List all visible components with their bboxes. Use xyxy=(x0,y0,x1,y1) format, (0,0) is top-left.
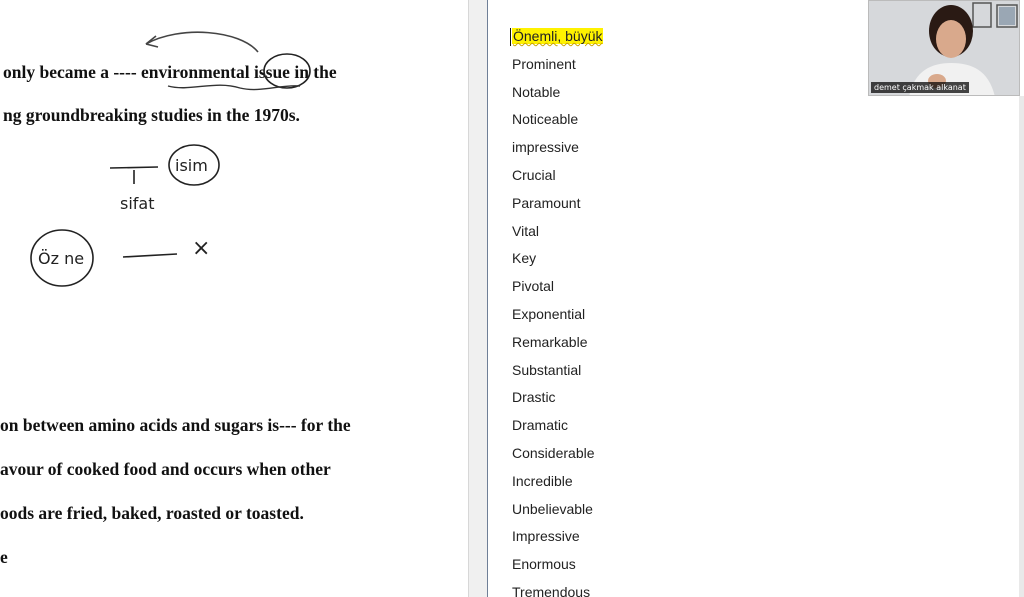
arrowhead-icon xyxy=(146,36,158,47)
doc-line-4: avour of cooked food and occurs when other xyxy=(0,459,331,479)
oz-ne-annotation: Öz ne xyxy=(38,249,85,268)
word-list-item[interactable]: Incredible xyxy=(512,472,573,489)
word-list-item[interactable]: Unbelievable xyxy=(512,500,593,517)
word-list-item[interactable]: Noticeable xyxy=(512,111,579,128)
word-list-item[interactable]: Considerable xyxy=(512,444,595,461)
page-edge xyxy=(1019,96,1024,597)
word-list-item[interactable]: Tremendous xyxy=(512,583,591,597)
doc-line-1-end: in the xyxy=(289,62,337,82)
word-list-item[interactable]: Paramount xyxy=(512,194,581,211)
circle-around-oz-ne xyxy=(31,230,93,286)
sifat-annotation: sifat xyxy=(120,194,155,213)
x-mark-annotation: × xyxy=(192,236,211,261)
doc-line-6: e xyxy=(0,547,8,567)
word-list-item[interactable]: Key xyxy=(512,250,537,267)
doc-line-1 xyxy=(3,62,337,83)
word-list-item[interactable]: Drastic xyxy=(512,389,556,406)
word-list-item[interactable]: impressive xyxy=(512,139,579,156)
blank-line-annotation xyxy=(110,167,158,168)
curved-arrow-annotation xyxy=(146,32,258,52)
doc-line-2: ng groundbreaking studies in the 1970s. xyxy=(3,105,300,125)
doc-line-1-start: only became a ---- environmental xyxy=(3,62,254,82)
word-list-item[interactable]: Dramatic xyxy=(512,417,569,434)
text-cursor xyxy=(510,28,511,46)
word-list-header[interactable] xyxy=(512,24,603,52)
word-list-item[interactable]: Remarkable xyxy=(512,333,588,350)
line-annotation xyxy=(123,254,177,257)
wavy-underline-annotation xyxy=(168,85,300,89)
participant-name-label: demet çakmak alkanat xyxy=(871,82,969,93)
doc-line-3: on between amino acids and sugars is--- for the xyxy=(0,415,351,435)
participant-video-tile[interactable] xyxy=(868,0,1020,96)
pane-divider xyxy=(468,0,489,597)
word-list-item[interactable]: Enormous xyxy=(512,556,576,573)
word-list-item[interactable]: Crucial xyxy=(512,166,556,183)
word-list-header-text: Önemli, büyük xyxy=(513,28,603,44)
word-list-item[interactable]: Pivotal xyxy=(512,278,555,295)
word-list-item[interactable]: Substantial xyxy=(512,361,582,378)
word-list-item[interactable]: Exponential xyxy=(512,305,586,322)
word-list-item[interactable]: Notable xyxy=(512,83,561,100)
circle-around-isim xyxy=(169,145,219,185)
word-list xyxy=(512,24,603,597)
word-list-item[interactable]: Vital xyxy=(512,222,539,239)
document-page xyxy=(0,0,468,597)
isim-annotation: isim xyxy=(175,156,208,175)
doc-word-issue: issue xyxy=(253,62,290,82)
word-list-item[interactable]: Impressive xyxy=(512,528,580,545)
word-list-item[interactable]: Prominent xyxy=(512,55,576,72)
doc-line-5: oods are fried, baked, roasted or toasted. xyxy=(0,503,304,523)
